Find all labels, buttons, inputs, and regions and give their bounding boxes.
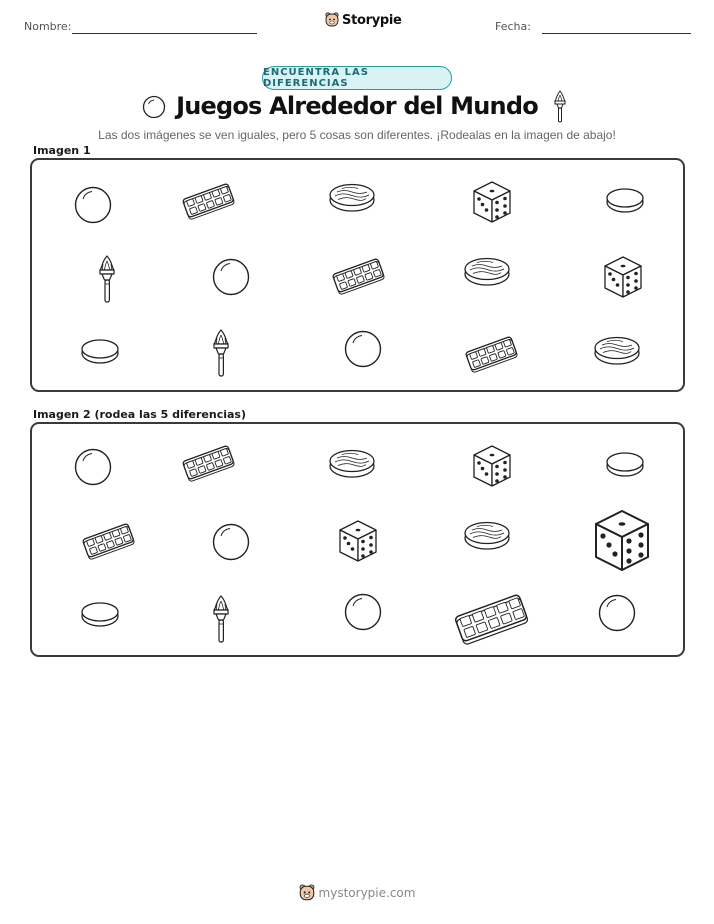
mancala-board-icon[interactable]	[463, 335, 519, 371]
marble-icon[interactable]	[73, 185, 113, 225]
image1-panel[interactable]	[30, 158, 685, 392]
mancala-board-icon[interactable]	[330, 257, 386, 293]
mancala-board-large-icon[interactable]	[453, 593, 529, 643]
marble-icon[interactable]	[597, 593, 637, 633]
name-label: Nombre:	[24, 20, 72, 33]
checker-piece-icon[interactable]	[328, 181, 376, 213]
page-title: Juegos Alrededor del Mundo	[176, 92, 538, 120]
mancala-board-icon[interactable]	[180, 444, 236, 480]
marble-icon[interactable]	[73, 447, 113, 487]
stone-disc-icon[interactable]	[605, 450, 645, 478]
die-icon[interactable]	[471, 443, 513, 489]
image2-panel[interactable]	[30, 422, 685, 657]
storypie-logo	[325, 12, 402, 28]
name-line[interactable]	[72, 33, 257, 34]
footer-site: mystorypie.com	[318, 886, 416, 900]
torch-icon[interactable]	[95, 254, 119, 304]
marble-icon[interactable]	[343, 329, 383, 369]
die-large-icon[interactable]	[592, 508, 652, 574]
footer	[0, 884, 714, 902]
checker-piece-icon[interactable]	[593, 334, 641, 366]
instructions: Las dos imágenes se ven iguales, pero 5 cosas son diferentes. ¡Rodealas en la imagen de abajo!	[98, 128, 616, 142]
checker-piece-icon[interactable]	[463, 255, 511, 287]
marble-icon[interactable]	[343, 592, 383, 632]
mancala-board-icon[interactable]	[180, 182, 236, 218]
date-line[interactable]	[542, 33, 691, 34]
date-label: Fecha:	[495, 20, 531, 33]
torch-icon	[552, 90, 568, 124]
image2-label: Imagen 2 (rodea las 5 diferencias)	[33, 408, 247, 421]
torch-icon[interactable]	[209, 594, 233, 644]
mancala-board-icon[interactable]	[80, 522, 136, 558]
brand-name: Storypie	[342, 12, 402, 28]
die-icon[interactable]	[602, 254, 644, 300]
worksheet-type-badge: ENCUENTRA LAS DIFERENCIAS	[262, 66, 452, 90]
stone-disc-icon[interactable]	[605, 186, 645, 214]
bear-logo-icon	[325, 12, 339, 28]
marble-icon[interactable]	[211, 257, 251, 297]
torch-icon[interactable]	[209, 328, 233, 378]
checker-piece-icon[interactable]	[463, 519, 511, 551]
stone-disc-icon[interactable]	[80, 600, 120, 628]
stone-disc-icon[interactable]	[80, 337, 120, 365]
image1-label: Imagen 1	[33, 144, 91, 157]
bear-logo-icon	[299, 884, 315, 902]
die-icon[interactable]	[337, 518, 379, 564]
checker-piece-icon[interactable]	[328, 447, 376, 479]
die-icon[interactable]	[471, 179, 513, 225]
marble-icon[interactable]	[211, 522, 251, 562]
